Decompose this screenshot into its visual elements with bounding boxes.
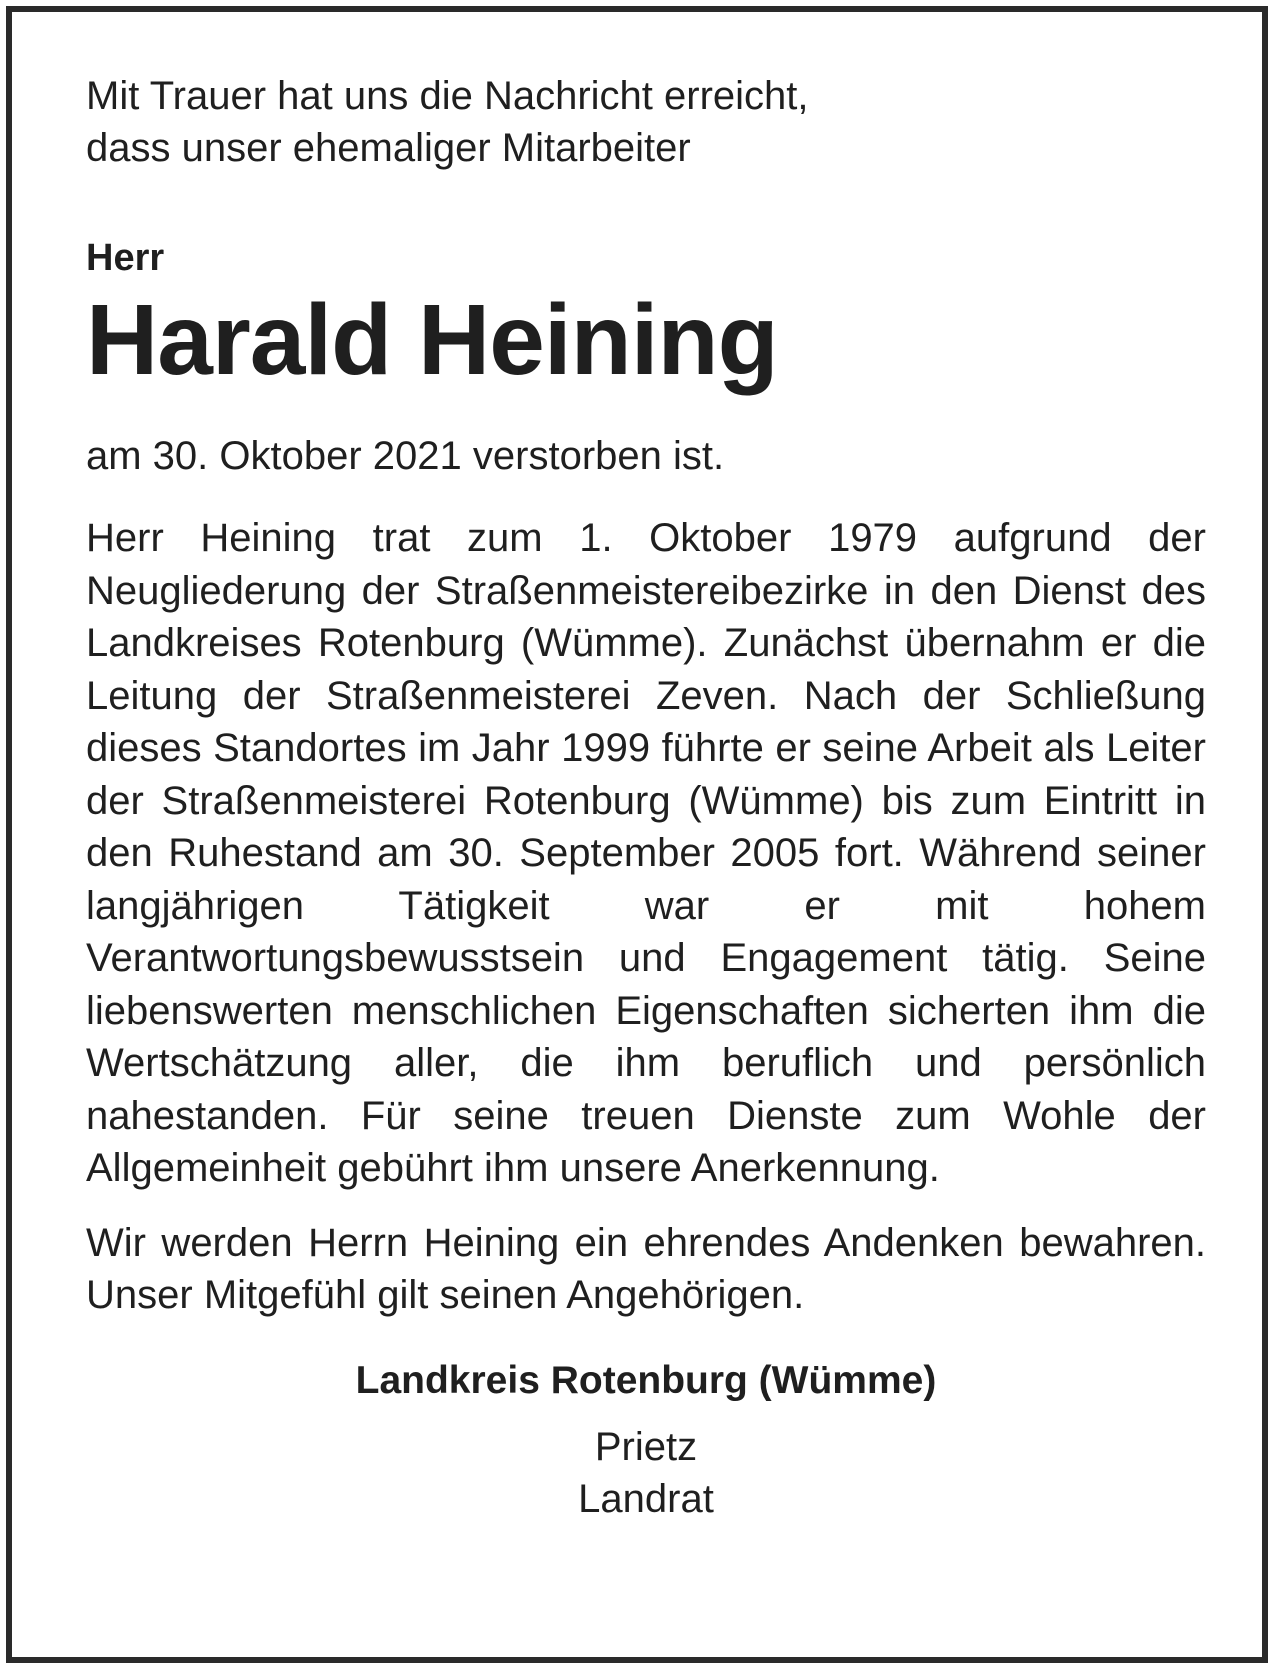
notice-frame bbox=[6, 6, 1268, 1663]
notice-content bbox=[86, 70, 1206, 1525]
closing-paragraph: Wir werden Herrn Heining ein ehrendes Andenken bewahren. Unser Mitgefühl gilt seinen Angehörigen. bbox=[86, 1220, 1206, 1317]
intro-line-1: Mit Trauer hat uns die Nachricht erreicht, bbox=[86, 74, 809, 118]
salutation: Herr bbox=[86, 237, 165, 279]
deceased-name: Harald Heining bbox=[86, 284, 778, 396]
death-date-line: am 30. Oktober 2021 verstorben ist. bbox=[86, 434, 725, 478]
intro-line-2: dass unser ehemaliger Mitarbeiter bbox=[86, 126, 691, 170]
signer-name: Prietz bbox=[594, 1424, 698, 1469]
biography-paragraph: Herr Heining trat zum 1. Oktober 1979 aufgrund der Neugliederung der Straßenmeistereibezirke in den Dienst des Landkreises Rotenburg (Wümme). Zunächst übernahm er die Leitung der Straßenmeisterei Zeven. Nach der Schließung dieses Standortes im Jahr 1999 führte er seine Arbeit als Leiter der Straßenmeisterei Rotenburg (Wümme) bis zum Eintritt in den Ruhestand am 30. September 2005 fort. Während seiner langjährigen Tätigkeit war er mit hohem Verantwortungsbewusstsein und Engagement tätig. Seine liebenswerten menschlichen Eigenschaften sicherten ihm die Wertschätzung aller, die ihm beruflich und persönlich nahestanden. Für seine treuen Dienste zum Wohle der Allgemeinheit gebührt ihm unsere Anerkennung. bbox=[86, 516, 1206, 1190]
signature-block bbox=[86, 1355, 1206, 1525]
signer-title: Landrat bbox=[578, 1476, 714, 1521]
organization-name: Landkreis Rotenburg (Wümme) bbox=[355, 1358, 937, 1402]
